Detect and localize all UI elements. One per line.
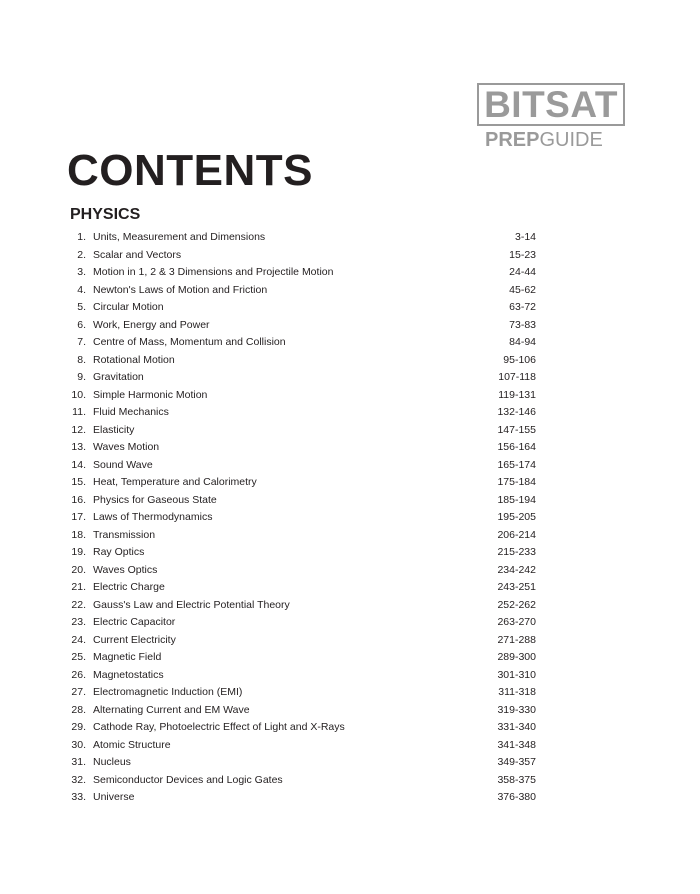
toc-entry-pages: 84-94	[509, 336, 536, 348]
toc-entry	[0, 282, 700, 300]
toc-entry-topic: Semiconductor Devices and Logic Gates	[93, 773, 283, 786]
toc-entry	[0, 597, 700, 615]
toc-entry-pages: 311-318	[498, 686, 536, 698]
toc-entry-pages: 195-205	[497, 511, 536, 523]
toc-entry-number: 1.	[77, 231, 86, 243]
toc-entry-number: 15.	[71, 476, 86, 488]
toc-entry-number: 10.	[71, 388, 86, 401]
toc-entry-number: 11.	[72, 406, 86, 418]
toc-entry-number: 31.	[71, 756, 86, 768]
toc-entry-number: 20.	[71, 563, 86, 576]
toc-entry-topic: Alternating Current and EM Wave	[93, 703, 250, 716]
toc-entry-pages: 132-146	[497, 406, 536, 418]
toc-entry-number: 33.	[71, 791, 86, 803]
toc-entry-topic: Units, Measurement and Dimensions	[93, 231, 266, 243]
toc-entry	[0, 474, 700, 492]
logo-tag-bold: PREP	[485, 129, 540, 151]
toc-entry-number: 16.	[71, 493, 86, 506]
toc-entry-pages: 24-44	[509, 266, 536, 278]
toc-entry-pages: 331-340	[497, 721, 536, 733]
toc-entry-pages: 95-106	[503, 353, 536, 366]
toc-entry-topic: Ray Optics	[93, 546, 145, 558]
toc-entry-pages: 252-262	[497, 598, 536, 611]
toc-entry	[0, 684, 700, 702]
toc-entry-number: 27.	[71, 686, 86, 698]
toc-entry-number: 32.	[71, 773, 86, 786]
toc-entry-pages: 376-380	[497, 791, 536, 803]
toc-entry	[0, 772, 700, 790]
toc-entry-number: 7.	[77, 336, 86, 348]
toc-entry-number: 21.	[71, 581, 86, 593]
toc-entry-pages: 234-242	[497, 563, 536, 576]
toc-entry	[0, 422, 700, 440]
toc-entry-pages: 349-357	[497, 756, 536, 768]
toc-entry-topic: Waves Optics	[93, 563, 158, 576]
toc-entry-topic: Circular Motion	[93, 301, 164, 313]
toc-entry	[0, 247, 700, 265]
toc-entry-number: 17.	[71, 511, 86, 523]
toc-entry-topic: Centre of Mass, Momentum and Collision	[93, 336, 286, 348]
toc-entry-pages: 319-330	[497, 703, 536, 716]
toc-entry-number: 12.	[71, 423, 86, 436]
toc-entry	[0, 352, 700, 370]
page-title: CONTENTS	[67, 146, 313, 195]
toc-entry-topic: Transmission	[93, 528, 156, 541]
toc-entry-pages: 341-348	[497, 738, 536, 751]
toc-entry	[0, 387, 700, 405]
toc-entry-topic: Simple Harmonic Motion	[93, 388, 208, 401]
toc-entry-topic: Scalar and Vectors	[93, 248, 182, 261]
toc-entry-pages: 147-155	[497, 423, 536, 436]
toc-entry	[0, 229, 700, 247]
toc-entry	[0, 754, 700, 772]
toc-entry-number: 29.	[71, 721, 86, 733]
toc-entry-topic: Magnetic Field	[93, 651, 162, 663]
toc-entry	[0, 509, 700, 527]
toc-entry	[0, 457, 700, 475]
toc-entry-topic: Sound Wave	[93, 458, 153, 471]
toc-entry-pages: 119-131	[498, 388, 536, 401]
toc-entry-pages: 15-23	[509, 248, 536, 261]
toc-entry	[0, 579, 700, 597]
toc-entry-pages: 3-14	[514, 231, 536, 243]
toc-entry-number: 30.	[71, 738, 86, 751]
toc-entry-topic: Work, Energy and Power	[93, 318, 210, 331]
toc-entry-topic: Gauss's Law and Electric Potential Theory	[93, 598, 290, 611]
toc-entry-number: 25.	[71, 651, 86, 663]
toc-entry-topic: Current Electricity	[93, 633, 176, 646]
toc-entry-topic: Universe	[93, 791, 135, 803]
toc-entry-pages: 45-62	[509, 283, 536, 296]
toc-entry-topic: Rotational Motion	[93, 353, 175, 366]
toc-entry-topic: Heat, Temperature and Calorimetry	[93, 476, 257, 488]
toc-entry	[0, 789, 700, 807]
toc-entry	[0, 544, 700, 562]
toc-entry	[0, 632, 700, 650]
toc-entry-topic: Elasticity	[93, 423, 135, 436]
toc-entry-number: 22.	[71, 598, 86, 611]
toc-entry-pages: 263-270	[497, 616, 536, 628]
toc-entry-topic: Fluid Mechanics	[93, 406, 169, 418]
toc-entry-pages: 73-83	[509, 318, 536, 331]
toc-entry-topic: Newton's Laws of Motion and Friction	[93, 283, 268, 296]
toc-entry-number: 13.	[71, 441, 86, 453]
toc-entry-pages: 289-300	[497, 651, 536, 663]
toc-entry	[0, 264, 700, 282]
toc-entry-pages: 215-233	[497, 546, 536, 558]
toc-entry-pages: 206-214	[497, 528, 536, 541]
toc-entry-pages: 175-184	[497, 476, 536, 488]
toc-entry-topic: Electric Capacitor	[93, 616, 176, 628]
toc-entry-number: 9.	[77, 371, 86, 383]
toc-entry-pages: 271-288	[497, 633, 536, 646]
toc-entry-pages: 107-118	[498, 371, 536, 383]
toc-entry	[0, 439, 700, 457]
toc-entry-number: 8.	[77, 353, 86, 366]
bitsat-prep-guide-logo	[477, 83, 629, 155]
toc-entry-number: 2.	[77, 248, 86, 261]
toc-entry-pages: 63-72	[509, 301, 536, 313]
toc-entry-number: 3.	[77, 266, 86, 278]
toc-entry	[0, 369, 700, 387]
toc-entry-number: 4.	[77, 283, 86, 296]
logo-tagline	[485, 128, 603, 152]
toc-entry	[0, 614, 700, 632]
toc-entry-number: 26.	[71, 668, 86, 681]
toc-entry	[0, 404, 700, 422]
toc-entry-topic: Nucleus	[93, 756, 131, 768]
logo-brand-text: BITSAT	[484, 84, 618, 125]
toc-entry-topic: Magnetostatics	[93, 668, 164, 681]
toc-entry	[0, 492, 700, 510]
toc-entry-pages: 358-375	[497, 773, 536, 786]
toc-entry-topic: Electric Charge	[93, 581, 165, 593]
toc-entry-number: 18.	[71, 528, 86, 541]
toc-entry-topic: Physics for Gaseous State	[93, 493, 217, 506]
toc-entry-pages: 301-310	[497, 668, 536, 681]
toc-entry-number: 19.	[71, 546, 86, 558]
section-title-physics: PHYSICS	[70, 206, 141, 223]
toc-entry-pages: 156-164	[497, 441, 536, 453]
logo-tag-light: GUIDE	[539, 129, 603, 151]
toc-entry-number: 28.	[71, 703, 86, 716]
toc-entry-number: 5.	[77, 301, 86, 313]
toc-entry	[0, 667, 700, 685]
toc-entry-number: 23.	[71, 616, 86, 628]
toc-entry-pages: 243-251	[497, 581, 536, 593]
toc-entry	[0, 702, 700, 720]
toc-entry-number: 6.	[77, 318, 86, 331]
toc-entry	[0, 719, 700, 737]
table-of-contents	[0, 229, 700, 807]
toc-entry-pages: 165-174	[497, 458, 536, 471]
toc-entry-topic: Waves Motion	[93, 441, 160, 453]
toc-entry-number: 24.	[71, 633, 86, 646]
toc-entry-topic: Electromagnetic Induction (EMI)	[93, 686, 243, 698]
toc-entry-topic: Cathode Ray, Photoelectric Effect of Light and X-Rays	[93, 721, 345, 733]
toc-entry	[0, 317, 700, 335]
toc-entry-topic: Laws of Thermodynamics	[93, 511, 213, 523]
toc-entry	[0, 527, 700, 545]
toc-entry-topic: Motion in 1, 2 & 3 Dimensions and Projectile Motion	[93, 266, 334, 278]
toc-entry-number: 14.	[71, 458, 86, 471]
toc-entry	[0, 737, 700, 755]
toc-entry-pages: 185-194	[497, 493, 536, 506]
toc-entry-topic: Atomic Structure	[93, 738, 171, 751]
toc-entry	[0, 562, 700, 580]
toc-entry	[0, 334, 700, 352]
toc-entry	[0, 649, 700, 667]
toc-entry-topic: Gravitation	[93, 371, 144, 383]
toc-entry	[0, 299, 700, 317]
